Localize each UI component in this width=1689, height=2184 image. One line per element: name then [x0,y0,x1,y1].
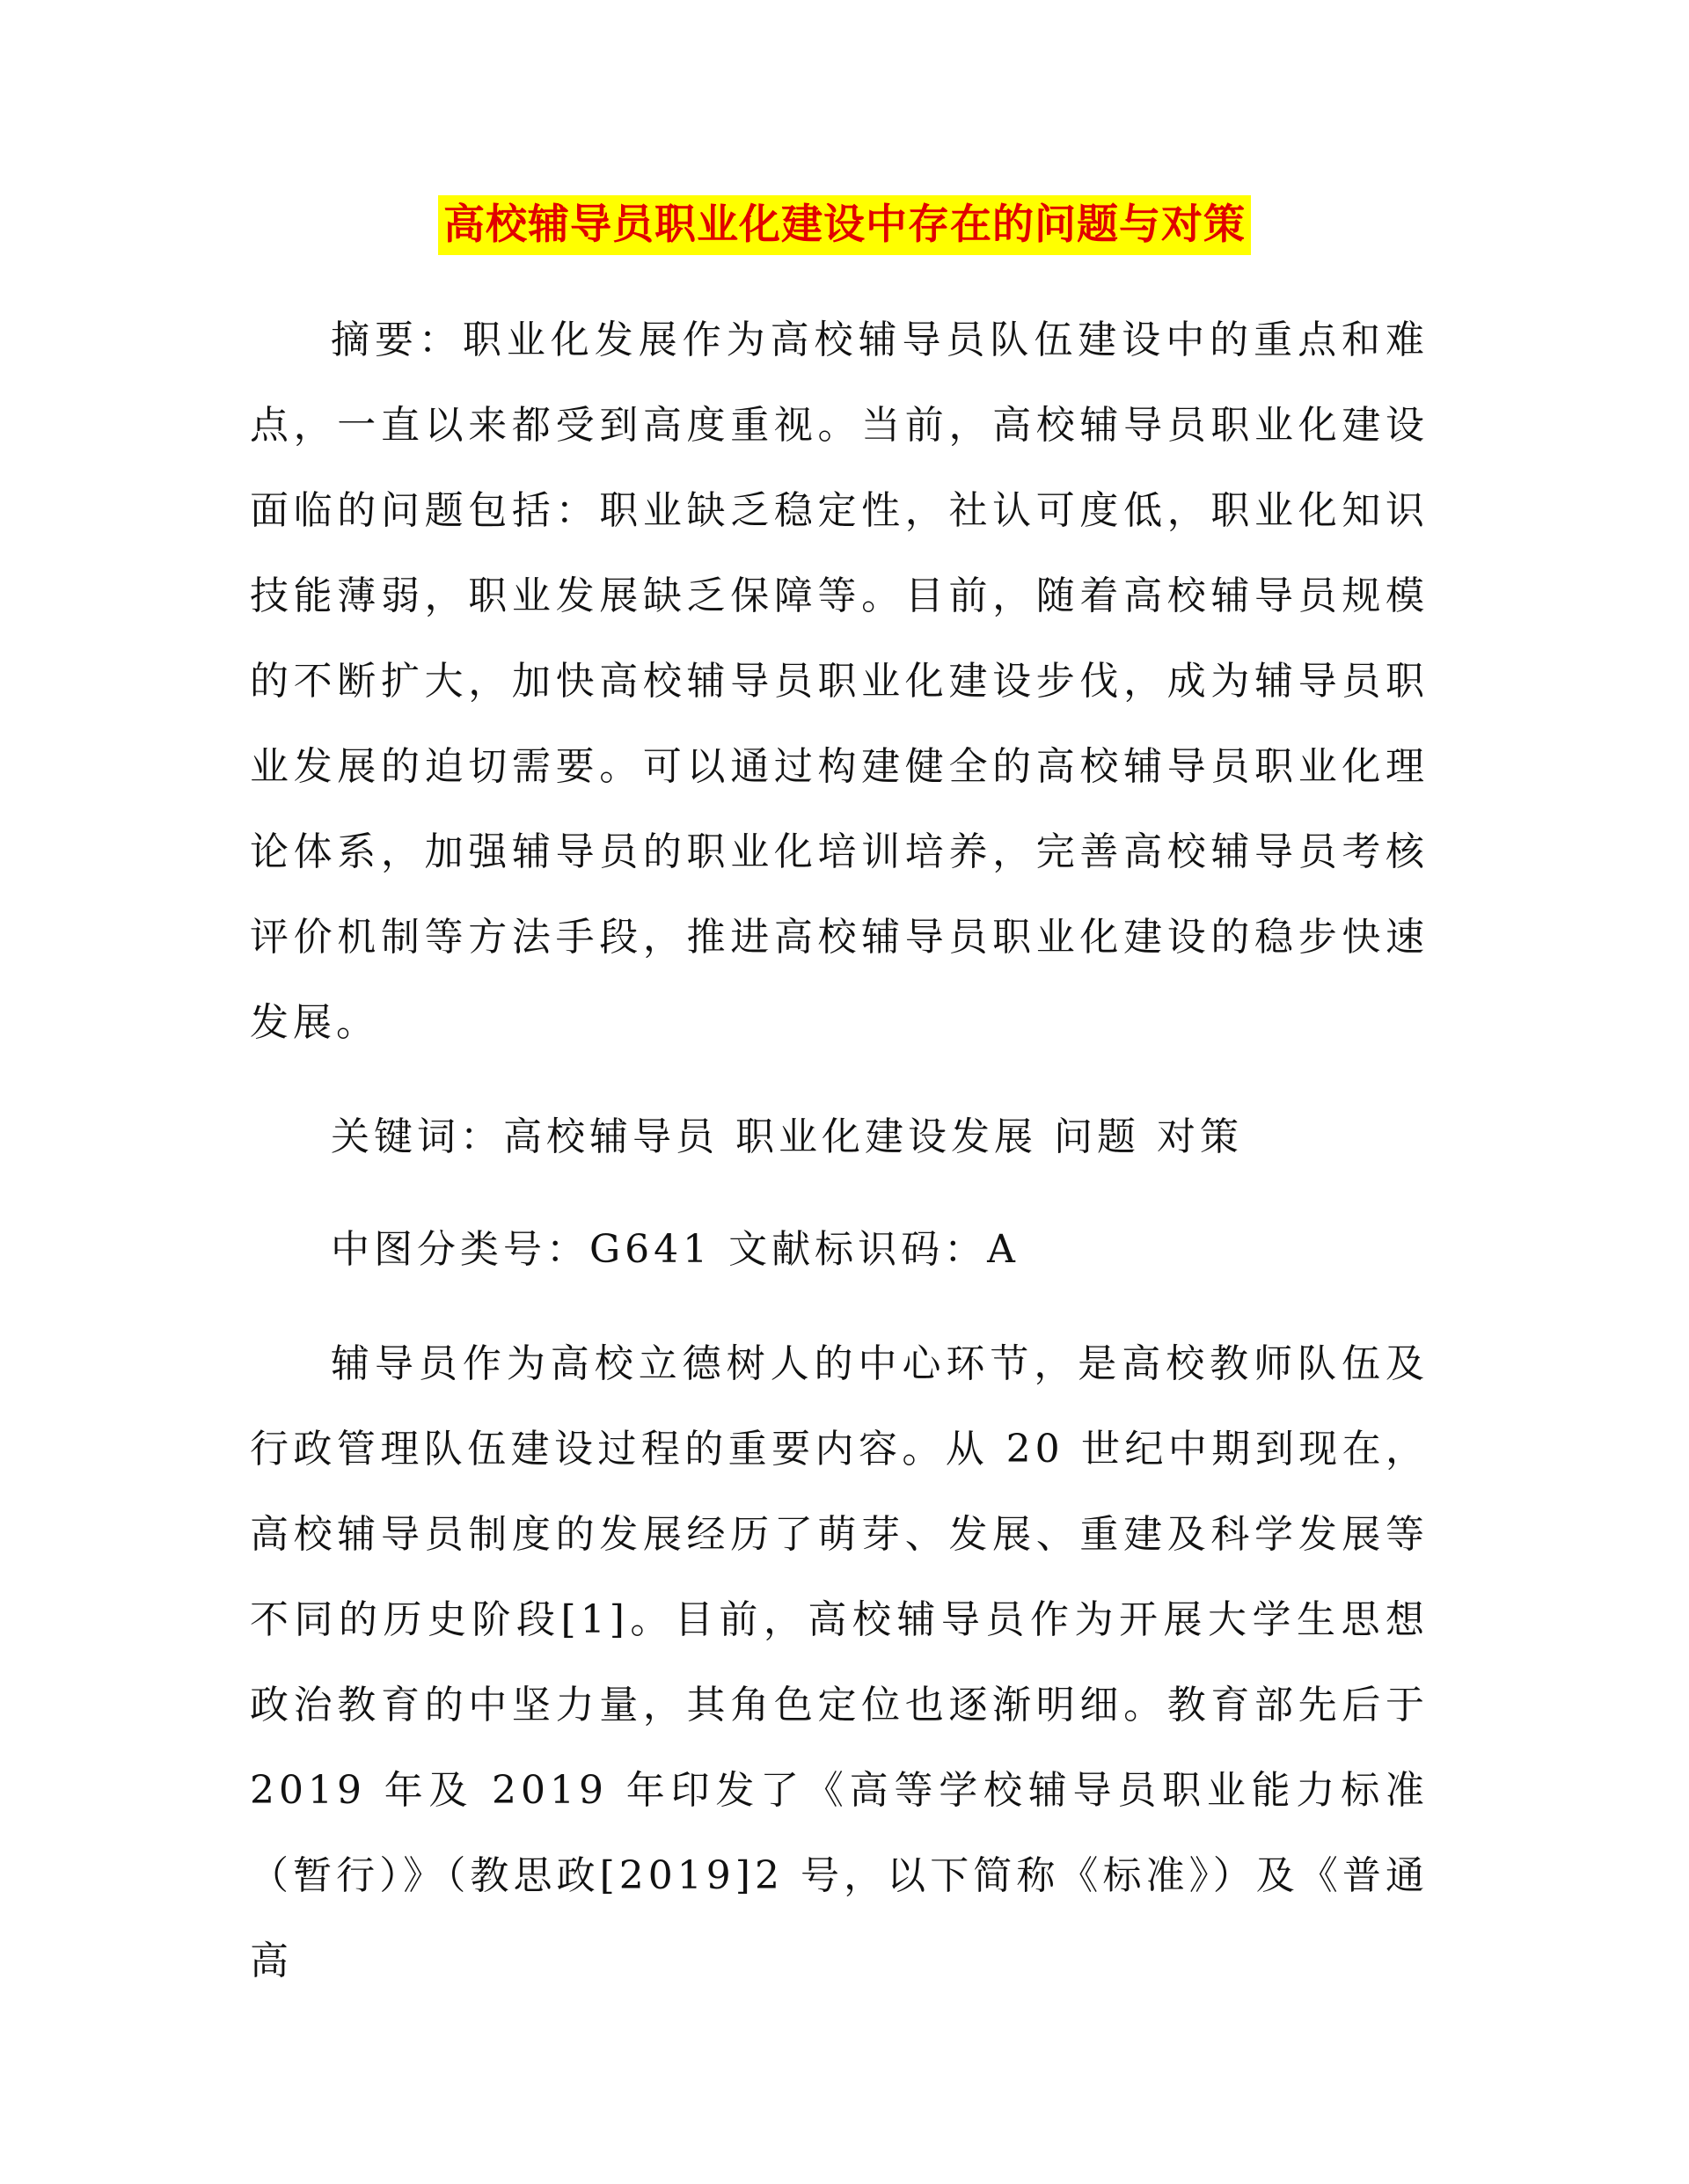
classification-line: 中图分类号：G641 文献标识码：A [331,1227,1020,1272]
title-container [0,195,1689,255]
document-title: 高校辅导员职业化建设中存在的问题与对策 [438,195,1251,255]
abstract-paragraph: 摘要：职业化发展作为高校辅导员队伍建设中的重点和难点，一直以来都受到高度重视。当前，高校辅导员职业化建设面临的问题包括：职业缺乏稳定性，社认可度低，职业化知识技能薄弱，职业发展缺乏保障等。目前，随着高校辅导员规模的不断扩大，加快高校辅导员职业化建设步伐，成为辅导员职业发展的迫切需要。可以通过构建健全的高校辅导员职业化理论体系，加强辅导员的职业化培训培养，完善高校辅导员考核评价机制等方法手段，推进高校辅导员职业化建设的稳步快速发展。 [250,318,1429,1045]
keywords-line: 关键词：高校辅导员 职业化建设发展 问题 对策 [331,1114,1243,1159]
intro-paragraph: 辅导员作为高校立德树人的中心环节，是高校教师队伍及行政管理队伍建设过程的重要内容。从 20 世纪中期到现在，高校辅导员制度的发展经历了萌芽、发展、重建及科学发展等不同的历史阶段[1]。目前，高校辅导员作为开展大学生思想政治教育的中坚力量，其角色定位也逐渐明细。教育部先后于2019 年及 2019 年印发了《高等学校辅导员职业能力标准（暂行）》（教思政[2019]2 号，以下简称《标准》）及《普通高 [250,1341,1429,1983]
